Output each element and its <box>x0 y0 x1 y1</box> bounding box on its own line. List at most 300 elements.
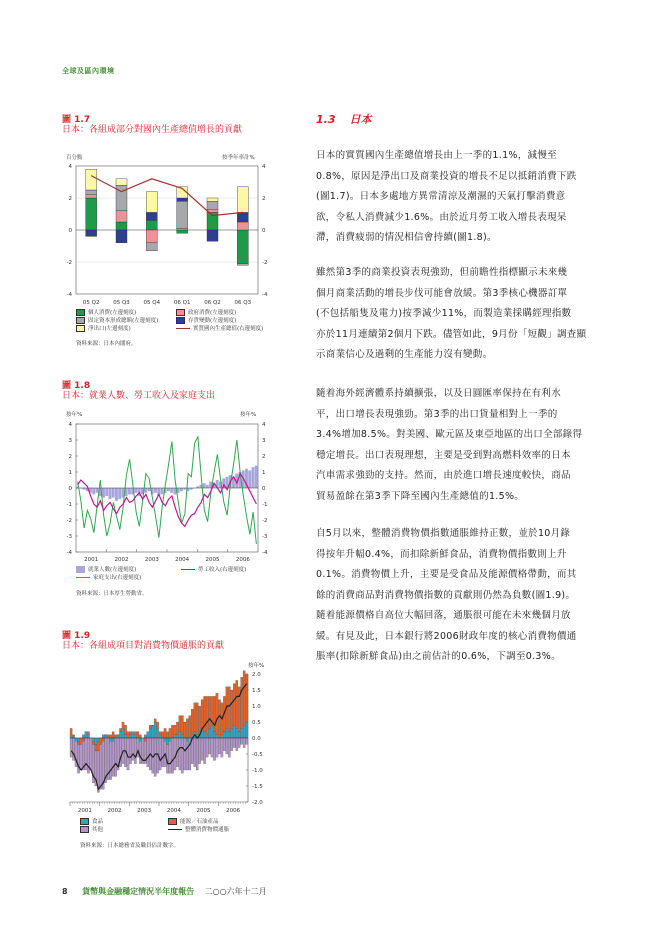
bar-segment <box>241 728 243 738</box>
bar-segment <box>102 738 104 741</box>
chart-legend <box>76 566 276 582</box>
employment-bar <box>252 467 255 488</box>
x-tick-label: 2005 <box>196 808 211 814</box>
bar-segment <box>107 735 109 738</box>
bar-segment <box>154 719 156 722</box>
bar-segment <box>110 735 112 738</box>
bar-segment <box>147 732 149 738</box>
bar-segment <box>207 230 218 241</box>
y-tick-label: 0.0 <box>252 736 261 742</box>
text-line: 0.8%，原因是淨出口及商業投資的增長不足以抵銷消費下跌 <box>316 170 577 182</box>
employment-bar <box>102 488 105 498</box>
y-tick-label-right: 0 <box>262 486 266 492</box>
bar-segment <box>186 738 188 741</box>
bar-segment <box>166 738 168 744</box>
employment-bar <box>248 470 251 488</box>
text-line: 貿易盈餘在第3季下降至國內生產總值的1.5%。 <box>316 490 525 502</box>
report-title: 貨幣與金融穩定情況半年度報告 <box>82 887 195 896</box>
text-line: 自5月以來，整體消費物價指數通脹維持正數，並於10月錄 <box>316 528 571 539</box>
legend-swatch-inventory <box>176 317 185 324</box>
bar-segment <box>115 735 117 738</box>
y-tick-label-left: -4 <box>66 550 72 556</box>
bar-segment <box>86 230 97 236</box>
bar-segment <box>176 722 178 735</box>
bar-segment <box>184 722 186 738</box>
figure-number: 圖 1.7 <box>62 115 91 125</box>
figure-1-8 <box>62 378 272 402</box>
bar-segment <box>87 732 89 735</box>
y-tick-label: -2.0 <box>252 800 263 806</box>
bar-segment <box>236 738 238 751</box>
bar-segment <box>196 738 198 770</box>
chart-legend <box>80 818 280 834</box>
bar-segment <box>159 732 161 735</box>
bar-segment <box>186 741 188 770</box>
bar-segment <box>206 735 208 738</box>
bar-segment <box>208 738 210 754</box>
x-tick-label: 06 Q3 <box>234 300 252 305</box>
y-tick-label-right: 3 <box>262 438 266 444</box>
y-tick-label: -1.5 <box>252 784 263 790</box>
legend-line-spending <box>76 577 90 579</box>
bar-segment <box>174 725 176 735</box>
bar-segment <box>157 728 159 738</box>
bar-segment <box>194 738 196 767</box>
employment-bar <box>206 485 209 488</box>
legend-label: 能源／石油產品 <box>180 819 219 825</box>
bar-segment <box>122 722 124 728</box>
employment-bar <box>203 483 206 488</box>
page-footer <box>62 886 267 897</box>
x-tick-label: 2006 <box>235 557 250 563</box>
paragraph-2 <box>316 263 601 366</box>
bar-segment <box>181 738 183 773</box>
employment-bar <box>128 488 131 494</box>
bar-segment <box>86 198 97 230</box>
bar-segment <box>177 230 188 233</box>
bar-segment <box>127 732 129 738</box>
right-axis-unit: 按年% <box>248 663 265 669</box>
y-tick-label-left: -2 <box>66 260 72 266</box>
bar-segment <box>233 725 235 738</box>
bar-segment <box>243 738 245 748</box>
employment-bar <box>115 488 118 501</box>
employment-bar <box>180 488 183 491</box>
bar-segment <box>90 738 92 770</box>
bar-segment <box>146 220 157 230</box>
source-note: 資料來源：日本厚生勞動省。 <box>76 591 148 597</box>
bar-segment <box>122 728 124 738</box>
bar-segment <box>80 744 82 770</box>
x-tick-label: 2003 <box>137 808 152 814</box>
bar-segment <box>139 735 141 738</box>
bar-segment <box>226 738 228 754</box>
legend-label: 就業人數(左邊刻度) <box>88 567 137 573</box>
text-line: (不包括船隻及電力)按季減少11%，而製造業採購經理指數 <box>316 308 572 319</box>
bar-segment <box>181 716 183 735</box>
bar-segment <box>174 735 176 738</box>
figure-1-7 <box>62 112 272 136</box>
bar-segment <box>70 738 72 757</box>
bar-segment <box>211 738 213 757</box>
legend-swatch-energy <box>168 818 177 825</box>
bar-segment <box>179 716 181 732</box>
text-line: 餘的消費商品對消費物價指數的貢獻則仍然為負數(圖1.9)。 <box>316 589 576 601</box>
legend-swatch-private <box>76 309 85 316</box>
paragraph-1 <box>316 146 601 249</box>
text-line: 欲，令私人消費減少1.6%。由於近月勞工收入增長表現呆 <box>316 211 567 223</box>
bar-segment <box>146 212 157 220</box>
legend-swatch-gfcf <box>76 317 85 324</box>
bar-segment <box>243 725 245 738</box>
y-tick-label-left: -2 <box>66 518 72 524</box>
source-note: 資料來源：日本總務省及職員估計數字。 <box>80 843 180 849</box>
bar-segment <box>92 738 94 741</box>
bar-segment <box>134 735 136 738</box>
y-tick-label: 1.5 <box>252 688 261 694</box>
bar-segment <box>100 738 102 744</box>
x-tick-label: 05 Q4 <box>143 300 161 305</box>
bar-segment <box>110 738 112 741</box>
y-tick-label-right: -1 <box>262 502 268 508</box>
bar-segment <box>139 741 141 763</box>
paragraph-4 <box>316 524 601 668</box>
employment-bar <box>135 488 138 493</box>
bar-segment <box>152 725 154 738</box>
bar-segment <box>132 732 134 738</box>
y-tick-label-left: 0 <box>68 486 72 492</box>
bar-segment <box>237 230 248 264</box>
bar-segment <box>157 722 159 728</box>
x-tick-label: 2001 <box>84 557 99 563</box>
text-line: 個月商業活動的增長步伐可能會放緩。第3季核心機器訂單 <box>316 287 568 299</box>
bar-segment <box>218 738 220 754</box>
bar-segment <box>216 738 218 757</box>
bar-segment <box>237 212 248 222</box>
bar-segment <box>207 198 218 201</box>
x-tick-label: 2006 <box>226 808 241 814</box>
bar-segment <box>179 732 181 738</box>
bar-segment <box>161 732 163 738</box>
x-tick-label: 06 Q1 <box>173 300 191 305</box>
bar-segment <box>70 728 72 734</box>
bar-segment <box>237 222 248 230</box>
bar-segment <box>146 192 157 213</box>
bar-segment <box>70 735 72 738</box>
figure-title: 日本：各組成項目對消費物價通脹的貢獻 <box>62 641 225 651</box>
text-line: 示商業信心及過剩的生產能力沒有變動。 <box>316 349 493 360</box>
figure-1-9 <box>62 628 282 652</box>
left-axis-unit: 按年% <box>66 412 83 418</box>
bar-segment <box>241 738 243 744</box>
bar-segment <box>102 735 104 738</box>
bar-segment <box>218 700 220 738</box>
chart-cpi-contributions <box>62 668 272 818</box>
bar-segment <box>134 732 136 735</box>
text-line: 滯，消費疲弱的情況相信會持續(圖1.8)。 <box>316 232 497 243</box>
bar-segment <box>97 741 99 751</box>
legend-label: 勞工收入(右邊刻度) <box>198 567 247 573</box>
bar-segment <box>208 696 210 728</box>
bar-segment <box>213 696 215 731</box>
bar-segment <box>177 228 188 230</box>
bar-segment <box>223 732 225 738</box>
bar-segment <box>221 735 223 738</box>
y-tick-label: 2.0 <box>252 672 261 678</box>
y-tick-label-left: 4 <box>68 422 72 428</box>
text-line: 亦於11月連續第2個月下跌。儘管如此，9月份「短觀」調查顯 <box>316 328 587 340</box>
bar-segment <box>129 735 131 738</box>
legend-label: 固定資本形成總額(左邊刻度) <box>88 318 159 324</box>
bar-segment <box>207 201 218 209</box>
x-tick-label: 2004 <box>175 557 190 563</box>
bar-segment <box>181 735 183 738</box>
text-line: 得按年升幅0.4%，而扣除新鮮食品，消費物價指數則上升 <box>316 548 567 560</box>
employment-bar <box>255 466 258 488</box>
bar-segment <box>186 719 188 738</box>
bar-segment <box>159 738 161 770</box>
chart-employment-income-spending <box>62 418 272 568</box>
figure-title: 日本：各組成部分對國內生產總值增長的貢獻 <box>62 125 243 135</box>
bar-segment <box>144 735 146 738</box>
bar-segment <box>95 738 97 744</box>
bar-segment <box>116 179 127 185</box>
right-axis-unit: 按季年率計% <box>222 155 255 161</box>
bar-segment <box>86 195 97 198</box>
bar-segment <box>147 738 149 767</box>
bar-segment <box>213 732 215 738</box>
bar-segment <box>191 709 193 735</box>
legend-swatch-employment <box>76 566 85 573</box>
bar-segment <box>196 703 198 735</box>
bar-segment <box>87 735 89 738</box>
text-line: 0.1%。消費物價上升，主要是受食品及能源價格帶動，而其 <box>316 569 577 580</box>
bar-segment <box>116 222 127 230</box>
legend-label: 其他 <box>92 827 104 833</box>
bar-segment <box>159 735 161 738</box>
bar-segment <box>119 732 121 738</box>
bar-segment <box>124 735 126 738</box>
bar-segment <box>166 732 168 738</box>
legend-label: 家庭支出(右邊刻度) <box>93 575 142 581</box>
y-tick-label-right: 4 <box>262 164 266 170</box>
legend-swatch-other <box>80 826 89 833</box>
legend-label: 政府消費(左邊刻度) <box>188 310 237 316</box>
bar-segment <box>241 677 243 728</box>
bar-segment <box>199 706 201 732</box>
bar-segment <box>154 722 156 738</box>
bar-segment <box>201 738 203 760</box>
legend-line-cpi <box>168 829 182 831</box>
bar-segment <box>161 738 163 767</box>
bar-segment <box>117 735 119 738</box>
bar-segment <box>146 243 157 251</box>
y-tick-label-right: 4 <box>262 422 266 428</box>
bar-segment <box>237 264 248 266</box>
bar-segment <box>206 738 208 757</box>
legend-swatch-govt <box>176 309 185 316</box>
bar-segment <box>169 741 171 773</box>
bar-segment <box>164 738 166 741</box>
legend-swatch-netexp <box>76 325 85 332</box>
text-line: 脹率(扣除新鮮食品)由之前估計的0.6%，下調至0.3%。 <box>316 651 561 662</box>
bar-segment <box>243 671 245 725</box>
bar-segment <box>75 738 77 741</box>
bar-segment <box>112 732 114 738</box>
section-header-label: 全球及區內環境 <box>62 67 115 75</box>
legend-label: 個人消費(左邊刻度) <box>88 310 137 316</box>
report-date: 二○○六年十二月 <box>204 887 267 896</box>
bar-segment <box>124 725 126 735</box>
bar-segment <box>97 738 99 741</box>
y-tick-label-right: 0 <box>262 228 266 234</box>
text-line: 雖然第3季的商業投資表現強勁，但前瞻性指標顯示未來幾 <box>316 267 568 278</box>
bar-segment <box>223 738 225 751</box>
bar-segment <box>199 738 201 764</box>
employment-bar <box>118 488 121 499</box>
text-line: (圖1.7)。日本多處地方異常清涼及潮濕的天氣打擊消費意 <box>316 191 566 202</box>
bar-segment <box>169 728 171 738</box>
text-line: 日本的實質國內生產總值增長由上一季的1.1%，減慢至 <box>316 150 557 161</box>
employment-bar <box>148 488 151 491</box>
bar-segment <box>236 728 238 738</box>
text-line: 隨着能源價格自高位大幅回落，通脹很可能在未來幾個月放 <box>316 610 571 621</box>
bar-segment <box>144 738 146 741</box>
bar-segment <box>236 680 238 728</box>
bar-segment <box>233 684 235 726</box>
y-tick-label-left: 0 <box>68 228 72 234</box>
employment-bar <box>92 488 95 494</box>
figure-title: 日本：就業人數、勞工收入及家庭支出 <box>62 391 216 401</box>
bar-segment <box>82 738 84 741</box>
bar-segment <box>211 725 213 738</box>
y-tick-label-left: 3 <box>68 438 72 444</box>
bar-segment <box>189 716 191 738</box>
bar-segment <box>80 738 82 744</box>
bar-segment <box>228 732 230 738</box>
bar-segment <box>77 738 79 741</box>
legend-label: 實質國內生產總值(右邊刻度) <box>193 326 264 332</box>
bar-segment <box>246 674 248 722</box>
bar-segment <box>149 725 151 728</box>
bar-segment <box>92 741 94 744</box>
bar-segment <box>204 738 206 764</box>
right-axis-unit: 按年% <box>240 412 257 418</box>
bar-segment <box>129 738 131 764</box>
y-tick-label-right: -2 <box>262 260 268 266</box>
legend-line-income <box>181 569 195 571</box>
paragraph-3 <box>316 384 601 507</box>
y-tick-label-left: 4 <box>68 164 72 170</box>
bar-segment <box>146 230 157 243</box>
figure-number: 圖 1.8 <box>62 381 91 391</box>
bar-segment <box>82 735 84 738</box>
employment-bar <box>170 488 173 493</box>
bar-segment <box>164 728 166 738</box>
text-line: 平，出口增長表現強勁。第3季的出口貨量相對上一季的 <box>316 408 558 420</box>
text-line: 3.4%增加8.5%。對美國、歐元區及東亞地區的出口全部錄得 <box>316 429 583 440</box>
employment-bar <box>105 488 108 496</box>
bar-segment <box>231 728 233 738</box>
bar-segment <box>213 738 215 760</box>
bar-segment <box>216 693 218 735</box>
legend-line-gdp <box>176 328 190 330</box>
legend-label: 食品 <box>92 819 104 825</box>
bar-segment <box>171 725 173 738</box>
bar-segment <box>105 735 107 738</box>
bar-segment <box>86 169 97 190</box>
y-tick-label: -0.5 <box>252 752 263 758</box>
bar-segment <box>184 738 186 770</box>
source-note: 資料來源：日本內閣府。 <box>76 341 137 347</box>
bar-segment <box>95 744 97 750</box>
bar-segment <box>115 738 117 776</box>
y-tick-label-right: -3 <box>262 534 268 540</box>
legend-label: 整體消費物價通脹 <box>185 827 230 833</box>
bar-segment <box>169 738 171 741</box>
bar-segment <box>132 738 134 760</box>
section-number: 1.3 <box>316 113 336 126</box>
left-axis-unit: 百分點 <box>66 155 83 161</box>
y-tick-label-left: 2 <box>68 196 72 202</box>
bar-segment <box>171 738 173 773</box>
bar-segment <box>116 230 127 243</box>
x-tick-label: 2002 <box>107 808 122 814</box>
employment-bar <box>96 488 99 493</box>
bar-segment <box>86 190 97 195</box>
bar-segment <box>149 728 151 738</box>
y-tick-label-right: -2 <box>262 518 268 524</box>
employment-bar <box>112 488 115 498</box>
y-tick-label-left: -3 <box>66 534 72 540</box>
x-tick-label: 2002 <box>114 557 129 563</box>
section-name: 日本 <box>349 113 372 126</box>
bar-segment <box>100 744 102 789</box>
bar-segment <box>246 722 248 738</box>
bar-segment <box>110 741 112 779</box>
bar-segment <box>112 738 114 741</box>
bar-segment <box>177 198 188 201</box>
bar-segment <box>154 738 156 776</box>
employment-bar <box>109 488 112 499</box>
employment-bar <box>154 488 157 493</box>
x-tick-label: 05 Q2 <box>82 300 100 305</box>
bar-segment <box>246 738 248 744</box>
legend-label: 存貨變動(左邊刻度) <box>188 318 237 324</box>
page-number: 8 <box>62 887 68 896</box>
y-tick-label: -1.0 <box>252 768 263 774</box>
x-tick-label: 2001 <box>77 808 92 814</box>
y-tick-label-right: -4 <box>262 292 268 298</box>
bar-segment <box>228 687 230 732</box>
y-tick-label: 0.5 <box>252 720 261 726</box>
y-tick-label-left: 2 <box>68 454 72 460</box>
bar-segment <box>204 732 206 738</box>
text-line: 汽車需求強勁的支持。然而，由於進口增長速度較快，商品 <box>316 470 571 481</box>
bar-segment <box>233 738 235 748</box>
bar-segment <box>208 728 210 738</box>
bar-segment <box>134 738 136 764</box>
bar-segment <box>238 738 240 748</box>
bar-segment <box>238 732 240 738</box>
bar-segment <box>179 738 181 770</box>
legend-label: 淨出口(左邊刻度) <box>88 326 131 332</box>
bar-segment <box>139 738 141 741</box>
x-tick-label: 2004 <box>166 808 181 814</box>
section-title <box>316 111 386 127</box>
y-tick-label-left: -1 <box>66 502 72 508</box>
bar-segment <box>129 732 131 735</box>
